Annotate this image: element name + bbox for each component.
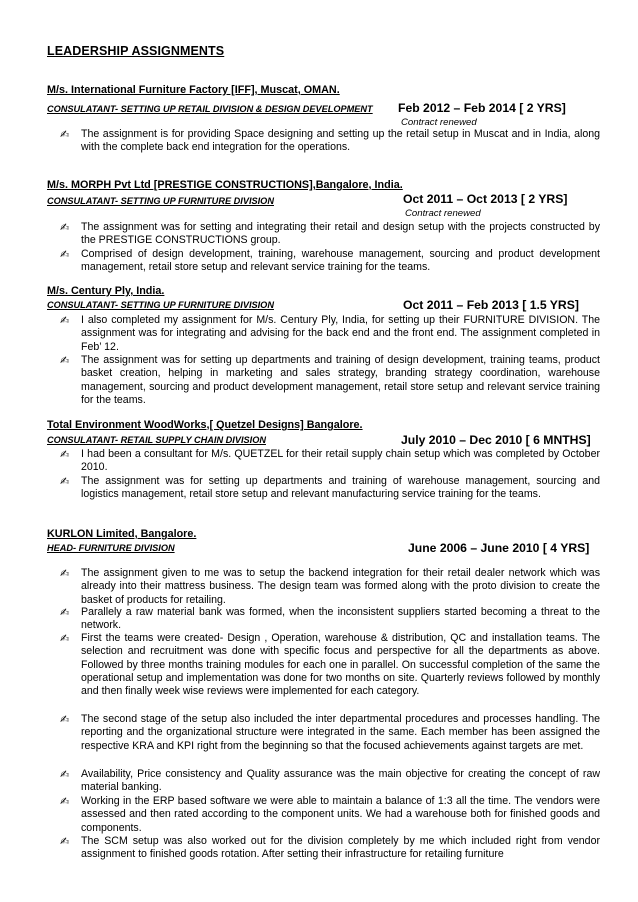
list-item-text: Comprised of design development, training, warehouse management, sourcing and product development management, retail store setup and relevant service training for the teams.	[81, 248, 600, 274]
company-name: M/s. Century Ply, India.	[47, 285, 165, 297]
list-item-text: The assignment given to me was to setup the backend integration for their retail dealer network which was already into their mattress business. The design team was formed along with the proto division to create the basket of products for retailing.	[81, 567, 600, 606]
list-item	[60, 795, 600, 835]
assignment-period: Oct 2011 – Oct 2013 [ 2 YRS]	[403, 192, 568, 206]
list-item-text: I also completed my assignment for M/s. Century Ply, India, for setting up their FURNITURE DIVISION. The assignment was for integrating and advising for the back end and the front end. The assignment completed in Feb’ 12.	[81, 314, 600, 353]
list-item	[60, 835, 600, 862]
assignment-period: Oct 2011 – Feb 2013 [ 1.5 YRS]	[403, 298, 579, 312]
list-item-text: Parallely a raw material bank was formed, when the inconsistent suppliers started becoming a threat to the network.	[81, 606, 600, 632]
list-item	[60, 632, 600, 698]
writing-hand-icon: ✍	[60, 448, 70, 461]
list-item	[60, 354, 600, 407]
list-item-text: First the teams were created- Design , Operation, warehouse & distribution, QC and installation teams. The selection and recruitment was done with specific focus and perspective for all the departments as above. Followed by three months training modules for each one in parallel. On successful completion of the same the operational setup and implementation was done for two months on site. Quarterly reviews followed by monthly and then finally week wise reviews were implemented for each category.	[81, 632, 600, 698]
role-title: CONSULATANT- SETTING UP RETAIL DIVISION & DESIGN DEVELOPMENT	[47, 104, 373, 114]
assignment-period: June 2006 – June 2010 [ 4 YRS]	[408, 541, 590, 555]
list-item	[60, 221, 600, 248]
writing-hand-icon: ✍	[60, 606, 70, 619]
writing-hand-icon: ✍	[60, 713, 70, 726]
writing-hand-icon: ✍	[60, 632, 70, 645]
company-name: Total Environment WoodWorks,[ Quetzel Designs] Bangalore.	[47, 419, 363, 431]
list-item	[60, 448, 600, 475]
list-item	[60, 713, 600, 753]
role-title: HEAD- FURNITURE DIVISION	[47, 543, 175, 553]
contract-note: Contract renewed	[401, 117, 477, 128]
list-item-text: Availability, Price consistency and Quality assurance was the main objective for creating the concept of raw material banking.	[81, 768, 600, 794]
list-item-text: The assignment was for setting up departments and training of design development, training teams, product basket creation, helping in marketing and sales strategy, branding strategy coordination, warehouse management, sourcing and product development management, retail store setup and relevant service training for the teams.	[81, 354, 600, 406]
writing-hand-icon: ✍	[60, 248, 70, 261]
contract-note: Contract renewed	[405, 208, 481, 219]
list-item-text: Working in the ERP based software we were able to maintain a balance of 1:3 all the time. The vendors were assessed and then rated according to the component units. We had a warehouse both for finished goods and components.	[81, 795, 600, 834]
list-item	[60, 606, 600, 633]
list-item	[60, 475, 600, 502]
assignment-period: July 2010 – Dec 2010 [ 6 MNTHS]	[401, 433, 591, 447]
list-item	[60, 314, 600, 354]
list-item-text: The SCM setup was also worked out for the division completely by me which included right from vendor assignment to finished goods rotation. After setting their infrastructure for retailing furniture	[81, 835, 600, 861]
list-item	[60, 567, 600, 607]
writing-hand-icon: ✍	[60, 128, 70, 141]
role-title: CONSULATANT- RETAIL SUPPLY CHAIN DIVISION	[47, 435, 266, 445]
writing-hand-icon: ✍	[60, 354, 70, 367]
list-item	[60, 768, 600, 795]
writing-hand-icon: ✍	[60, 795, 70, 808]
list-item	[60, 248, 600, 275]
writing-hand-icon: ✍	[60, 221, 70, 234]
writing-hand-icon: ✍	[60, 567, 70, 580]
role-title: CONSULATANT- SETTING UP FURNITURE DIVISION	[47, 300, 274, 310]
list-item-text: The assignment was for setting and integrating their retail and design setup with the projects constructed by the PRESTIGE CONSTRUCTIONS group.	[81, 221, 600, 247]
list-item-text: The assignment was for setting up departments and training of warehouse management, sourcing and logistics management, retail store setup and relevant manufacturing service training for the teams.	[81, 475, 600, 501]
writing-hand-icon: ✍	[60, 314, 70, 327]
company-name: M/s. MORPH Pvt Ltd [PRESTIGE CONSTRUCTIONS],Bangalore, India.	[47, 179, 403, 191]
writing-hand-icon: ✍	[60, 835, 70, 848]
writing-hand-icon: ✍	[60, 475, 70, 488]
company-name: KURLON Limited, Bangalore.	[47, 528, 197, 540]
writing-hand-icon: ✍	[60, 768, 70, 781]
section-title: LEADERSHIP ASSIGNMENTS	[47, 44, 225, 58]
list-item-text: The second stage of the setup also included the inter departmental procedures and processes handling. The reporting and the organizational structure were integrated in the same. Each member has been assigned the respective KRA and KPI right from the beginning so that the focused achievements against targets are met.	[81, 713, 600, 752]
role-title: CONSULATANT- SETTING UP FURNITURE DIVISION	[47, 196, 274, 206]
company-name: M/s. International Furniture Factory [IFF], Muscat, OMAN.	[47, 84, 340, 96]
list-item-text: The assignment is for providing Space designing and setting up the retail setup in Muscat and in India, along with the complete back end integration for the operations.	[81, 128, 600, 154]
assignment-period: Feb 2012 – Feb 2014 [ 2 YRS]	[398, 101, 566, 115]
list-item-text: I had been a consultant for M/s. QUETZEL for their retail supply chain setup which was completed by October 2010.	[81, 448, 600, 474]
list-item	[60, 128, 600, 155]
